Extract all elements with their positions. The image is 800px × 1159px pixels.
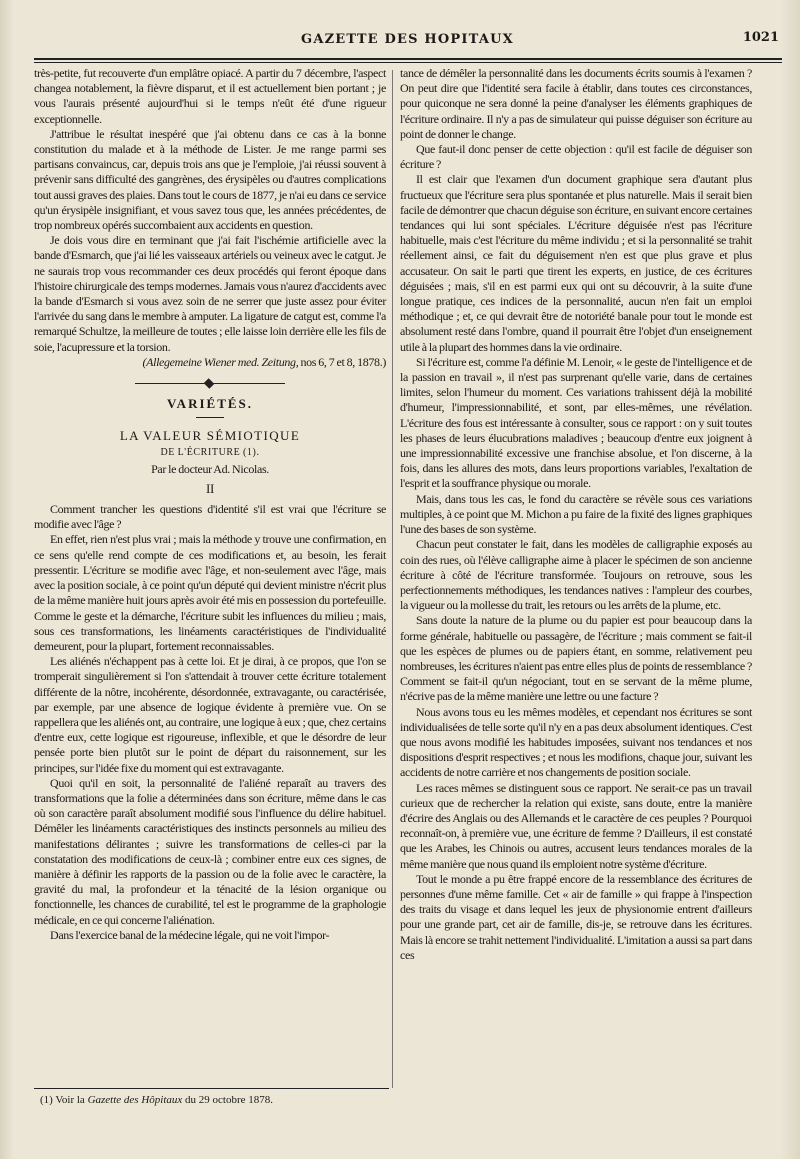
citation-source: (Allegemeine Wiener med. Zeitung, xyxy=(142,354,299,369)
paragraph: Comment trancher les questions d'identité s'il est vrai que l'écriture se modifie avec l'âge ? xyxy=(34,502,386,532)
paragraph: Sans doute la nature de la plume ou du papier est pour beaucoup dans la forme générale, habituelle ou passagère, de l'écriture ; mais comment se fait-il que les espèces de plumes ou de papiers étant, en somme, relativement peu nombreuses, les écritures n'aient pas entre elles plus de points de ressemblance ? Comment se fait-il qu'un négociant, tout en se servant de la même plume, n'écrive pas de la même manière une lettre ou une facture ? xyxy=(400,613,752,704)
paragraph: J'attribue le résultat inespéré que j'ai obtenu dans ce cas à la bonne constitution du malade et à la méthode de Lister. Je me range parmi ses partisans convaincus, car, depuis trois ans que je l'emploie, j'ai réussi souvent à prévenir sans difficulté des gangrènes, des érysipèles ou d'autres complications tout aussi graves des plaies. Dans tout le cours de 1877, je n'ai eu dans ce service qu'un érysipèle insignifiant, et vous savez tous que, les années précédentes, de trop nombreux opérés succombaient aux accidents en question. xyxy=(34,126,386,233)
paragraph: très-petite, fut recouverte d'un emplâtre opiacé. A partir du 7 décembre, l'aspect changea notablement, la fièvre disparut, et il est actuellement bien portant ; je vous l'aurais présenté aujourd'hui si le temps n'eût été d'une rigueur exceptionnelle. xyxy=(34,66,386,126)
article-title: LA VALEUR SÉMIOTIQUE xyxy=(119,428,301,444)
paragraph: Nous avons tous eu les mêmes modèles, et cependant nos écritures se sont individualisées de telle sorte qu'il n'y en a pas deux absolument identiques. C'est que nous avons modifié les habitudes imposées, suivant nos tendances et nos dispositions d'esprit respectives ; et nous les modifions, chaque jour, suivant les accidents de notre carrière et nos changements de position sociale. xyxy=(400,704,752,780)
diamond-ornament-icon xyxy=(204,378,215,389)
left-column xyxy=(34,66,386,943)
paragraph: Tout le monde a pu être frappé encore de la ressemblance des écritures de personnes d'une même famille. Cet « air de famille » qui frappe à l'inspection des traits du visage et dans lequel les jeux de physionomie entrent d'ailleurs pour une grande part, cet air de famille, dis-je, se retrouve dans les écritures. Mais là encore se trahit nettement l'individualité. L'imitation a aussi sa part dans ces xyxy=(400,871,752,962)
paragraph: Chacun peut constater le fait, dans les modèles de calligraphie exposés au coin des rues, où l'élève calligraphe aime à placer le spécimen de son ancienne écriture à côté de l'écriture transformée. Toujours on retrouve, sous les perfectionnements méthodiques, les tendances natives : l'ampleur des courbes, la vigueur ou la mollesse du trait, les retours ou les arrêts de la plume, etc. xyxy=(400,537,752,613)
newspaper-title: GAZETTE DES HOPITAUX xyxy=(301,32,514,47)
paragraph: tance de démêler la personnalité dans les documents écrits soumis à l'examen ? On peut dire que l'identité sera facile à établir, dans toutes ces circonstances, pour quiconque ne sera donné la peine d'analyser les éléments graphiques de l'écriture ordinaire. Il n'y a pas de simulateur qui puisse déguiser son écriture au point de donner le change. xyxy=(400,66,752,141)
paragraph: Je dois vous dire en terminant que j'ai fait l'ischémie artificielle avec la bande d'Esmarch, que j'ai lié les vaisseaux artériels ou veineux avec le catgut. Je ne saurais trop vous recommander ces deux procédés qui feront époque dans l'histoire chirurgicale des temps modernes. Jamais vous n'aurez d'accidents avec la bande d'Esmarch si vous avez soin de ne serrer que juste assez pour éviter l'arrivée du sang dans le membre à amputer. La ligature de catgut est, comme l'a remarqué Schultze, la meilleure de toutes ; elle laisse loin derrière elle les fils de soie, l'acupressure et la torsion. xyxy=(34,233,386,354)
paragraph: Si l'écriture est, comme l'a définie M. Lenoir, « le geste de l'intelligence et de la passion en travail », il n'est pas surprenant qu'elle varie, dans de certaines limites, selon l'humeur du moment. Ces variations trahissent déjà la mobilité d'humeur, l'impressionnabilité, et sont, par elles-mêmes, une révélation. L'écriture des fous est intéressante à consulter, sous ce rapport : on y suit toutes les phases de leurs élucubrations maladives ; beaucoup d'entre eux joignent à une impressionnabilité excessive une franchise absolue, et l'on discerne, à la fois, dans les allures des mots, dans leurs proportions variables, l'exaltation de l'esprit et la souffrance physique ou morale. xyxy=(400,354,752,491)
column-divider xyxy=(392,70,393,1088)
page-number: 1021 xyxy=(742,30,779,45)
section-heading: VARIÉTÉS. xyxy=(166,396,254,412)
section-ornament xyxy=(135,380,285,388)
right-column xyxy=(400,66,752,963)
paragraph: Quoi qu'il en soit, la personnalité de l'aliéné reparaît au travers des transformations que la folie a déterminées dans son écriture, même dans le cas où son caractère paraît absolument modifié sous l'influence du délire habituel. Démêler les linéaments caractéristiques des instincts personnels au milieu des manifestations délirantes ; suivre les transformations de celles-ci par la constatation des modifications de ceux-là ; combiner entre eux ces signes, de manière à définir les rapports de la passion ou de la folie avec le caractère, la gravité du mal, la profondeur et la ténacité de la lésion organique ou fonctionnelle, les chances de curabilité, tel est le programme de la graphologie médicale, en ce qui concerne l'aliénation. xyxy=(34,775,386,927)
header-rule xyxy=(34,58,782,60)
paragraph: Que faut-il donc penser de cette objection : qu'il est facile de déguiser son écriture ? xyxy=(400,142,752,172)
footnote-journal: Gazette des Hôpitaux xyxy=(87,1094,183,1106)
paragraph: En effet, rien n'est plus vrai ; mais la méthode y trouve une confirmation, en ce sens qu'elle rend compte de ces modifications et, au besoin, les ferait pressentir. L'écriture se modifie avec l'âge, et non-seulement avec l'âge, mais avec la position sociale, à ce point qu'un député qui devient ministre n'écrit plus de la même manière huit jours après avoir été mis en possession du portefeuille. Comme le geste et la démarche, l'écriture subit les influences du milieu ; mais, sous ces transformations, les linéaments caractéristiques de l'individualité demeurent, pour la plupart, fortement reconnaissables. xyxy=(34,532,386,653)
paragraph: Mais, dans tous les cas, le fond du caractère se révèle sous ces variations multiples, à ce point que M. Michon a pu faire de la fixité des lignes graphiques l'une des bases de son système. xyxy=(400,491,752,537)
article-author: Par le docteur Ad. Nicolas. xyxy=(151,461,269,476)
citation xyxy=(34,355,386,370)
paragraph: Dans l'exercice banal de la médecine légale, qui ne voit l'impor- xyxy=(50,927,330,942)
paragraph: Les aliénés n'échappent pas à cette loi. Et je dirai, à ce propos, que l'on se tromperait singulièrement si l'on s'attendait à trouver cette écriture totalement différente de la nôtre, incohérente, désordonnée, extravagante, ou caractérisée, par exemple, par une absence de logique évidente à première vue. On se rappellera que les aliénés ont, au contraire, une logique à eux ; que, chez certains d'entre eux, cette logique est rigoureuse, inflexible, et que le désordre de leur pensée porte bien plutôt sur le point de départ du raisonnement, sur les principes, sur l'idée fixe du moment qui est extravagante. xyxy=(34,654,386,775)
footnote-marker: (1) Voir la xyxy=(40,1094,85,1106)
short-rule xyxy=(196,417,224,418)
article-subtitle: DE L'ÉCRITURE (1). xyxy=(160,447,260,459)
paragraph: Les races mêmes se distinguent sous ce rapport. Ne serait-ce pas un travail curieux que de rechercher la relation qui existe, sans doute, entre la manière d'écrire des Anglais ou des Allemands et le caractère de ces peuples ? Pourquoi reconnaît-on, à première vue, une écriture de femme ? D'ailleurs, il est constaté que les Arabes, les Chinois ou autres, accusent leurs tendances morales de la même manière que nous quand ils emploient notre système d'écriture. xyxy=(400,780,752,871)
footnote xyxy=(40,1094,385,1106)
section-numeral: II xyxy=(206,480,214,496)
header-rule-thin xyxy=(34,62,782,63)
paragraph: Il est clair que l'examen d'un document graphique sera d'autant plus fructueux que l'écriture sera plus spontanée et plus naturelle. Mais il serait bien facile de démontrer que chacun déguise son écriture, en suivant encore certaines tendances qui lui sont spéciales. L'écriture déguisée n'est pas l'écriture habituelle, mais c'est l'écriture du même individu ; et si la personnalité se trahit réellement ainsi, ce fait du déguisement n'en est que plus grave et plus accusateur. On sait le parti que tirent les experts, en justice, de ces écritures déguisées ; mais, s'il en est parmi eux qui ont su découvrir, à la suite d'une longue pratique, ces indices de la personnalité, aucun n'en fait un emploi méthodique ; et, ce qui devrait être de notoriété banale pour tout le monde est absolument resté dans l'ombre, quand il pourrait être l'objet d'un enseignement utile à la plupart des hommes dans la vie ordinaire. xyxy=(400,172,752,354)
citation-numbers: nos 6, 7 et 8, 1878.) xyxy=(298,354,386,369)
footnote-rule xyxy=(34,1088,389,1089)
footnote-date: du 29 octobre 1878. xyxy=(185,1094,273,1106)
page-header xyxy=(30,28,785,54)
